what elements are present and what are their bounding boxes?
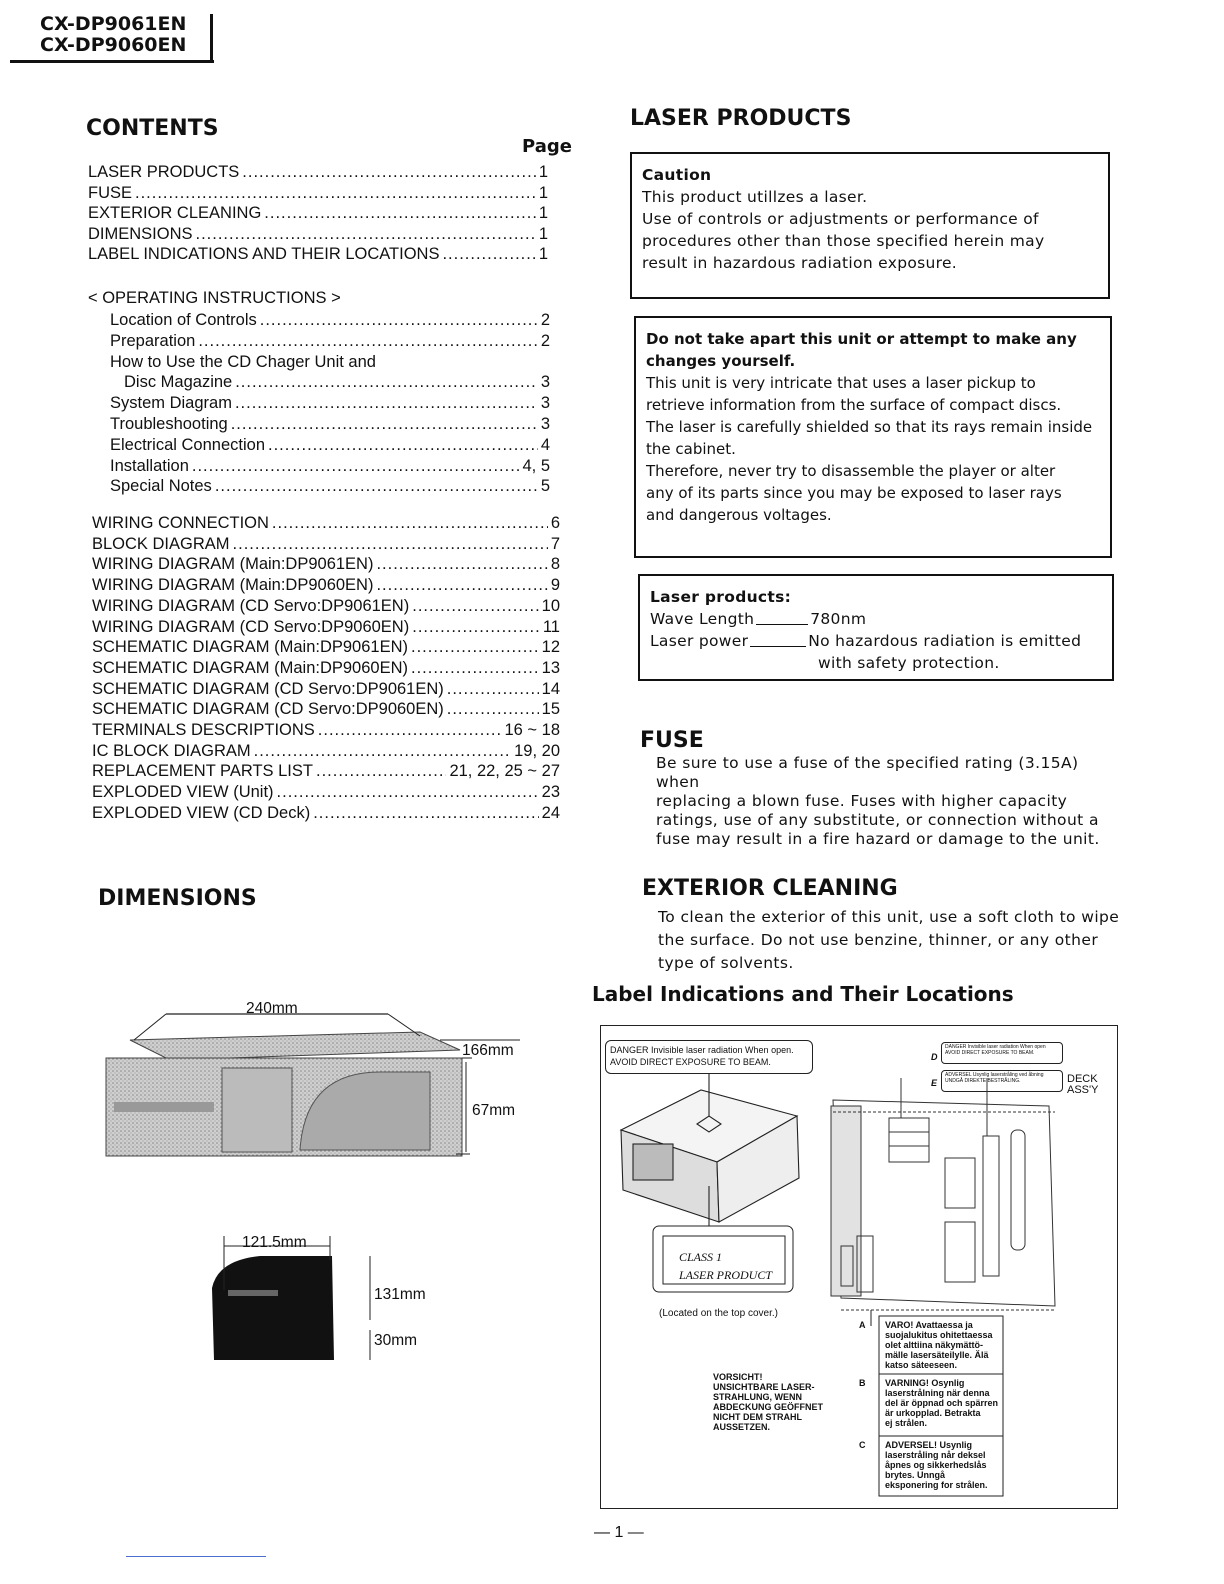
toc-leader-dots [412,618,540,637]
toc-leader-dots [242,163,536,182]
laser-spec-box [638,574,1114,681]
toc-entry [88,184,548,203]
toc-entry-label: BLOCK DIAGRAM [92,534,230,553]
laser-power-value-cont: with safety protection. [818,654,1000,672]
toc-leader-dots [233,535,548,554]
toc-entry [88,163,548,182]
toc-leader-dots [318,721,502,740]
fuse-line: replacing a blown fuse. Fuses with higher capacity [656,792,1068,810]
model-numbers [40,14,186,56]
toc-entry [92,742,560,761]
vorsicht-label [713,1372,823,1432]
fuse-line: fuse may result in a fire hazard or damage to the unit. [656,830,1100,848]
toc-entry [92,555,560,574]
toc-leader-dots [198,332,538,351]
toc-entry-page: 1 [538,183,548,202]
class-label [679,1248,772,1284]
toc-entry-page: 7 [550,534,560,553]
toc-entry-label: DIMENSIONS [88,224,193,243]
toc-entry-page: 5 [540,477,550,496]
toc-entry-label: WIRING DIAGRAM (CD Servo:DP9060EN) [92,617,410,636]
header-divider [210,14,213,60]
danger-line-1: DANGER Invisible laser radiation When open. [610,1045,794,1055]
label-a-line: suojalukitus ohitettaessa [885,1330,993,1340]
toc-leader-dots [376,555,547,574]
toc-entry-label: Electrical Connection [110,435,265,454]
toc-leader-dots [254,742,512,761]
cleaning-line: the surface. Do not use benzine, thinner, or any other [658,931,1099,949]
toc-leader-dots [231,415,538,434]
laser-title: LASER PRODUCTS [630,106,852,131]
toc-entry-label: Preparation [110,331,196,350]
toc-entry-label: How to Use the CD Chager Unit and [110,352,376,371]
contents-title: CONTENTS [86,116,219,141]
toc-entry-page: 4 [540,435,550,454]
toc-entry [110,394,550,413]
label-b-marker: B [859,1378,866,1388]
dimensions-title: DIMENSIONS [98,886,257,911]
toc-entry-label: System Diagram [110,394,232,413]
toc-entry-page: 16 ~ 18 [504,721,560,739]
label-b-line: laserstrålning när denna [885,1388,990,1398]
toc-leader-dots [412,597,538,616]
class-label-line-2: LASER PRODUCT [679,1268,772,1282]
toc-entry [110,332,550,351]
deck-label-1: DECK [1067,1073,1098,1085]
toc-entry-page: 11 [542,617,560,636]
caution-line: procedures other than those specified herein may [642,232,1045,250]
warning-line: This unit is very intricate that uses a laser pickup to [646,374,1036,392]
toc-entry [92,783,560,802]
unit-drawing [621,1074,799,1226]
dimension-width: 240mm [246,1000,298,1017]
vorsicht-line: STRAHLUNG, WENN [713,1392,802,1402]
vorsicht-line: UNSICHTBARE LASER- [713,1382,815,1392]
footer-rule [126,1556,266,1557]
page-column-label: Page [522,136,572,157]
toc-entry-page: 1 [538,204,548,222]
disc-magazine-image [212,1256,334,1360]
toc-entry [88,245,548,264]
dimension-height: 67mm [472,1102,516,1119]
toc-leader-dots [447,680,539,699]
toc-entry-page: 8 [550,555,560,574]
label-locations-figure [600,1025,1118,1509]
class-label-line-1: CLASS 1 [679,1250,723,1264]
caution-line: result in hazardous radiation exposure. [642,254,958,272]
toc-entry-page: 9 [550,576,560,595]
toc-entry [92,762,560,781]
toc-entry-label: Disc Magazine [124,373,233,392]
deck-mechanism-drawing [831,1078,1055,1310]
magazine-width: 121.5mm [242,1234,307,1251]
toc-entry-page: 3 [540,415,550,433]
toc-leader-dots [192,457,520,476]
label-c-line: ADVERSEL! Usynlig [885,1440,973,1450]
label-a-marker: A [859,1320,866,1330]
toc-entry [92,680,560,699]
toc-entry-label: SCHEMATIC DIAGRAM (CD Servo:DP9061EN) [92,679,444,698]
toc-entry-label: Installation [110,456,189,475]
toc-entry-page: 12 [541,638,560,657]
toc-entry [110,436,550,455]
toc-entry-label: WIRING DIAGRAM (CD Servo:DP9061EN) [92,596,410,615]
toc-entry-label: SCHEMATIC DIAGRAM (Main:DP9061EN) [92,638,409,657]
toc-leader-dots [235,394,538,413]
toc-leader-dots [264,204,536,223]
cd-changer-unit-image [106,1032,462,1156]
caution-line: Use of controls or adjustments or performance of [642,210,1039,228]
toc-entry-page: 23 [541,783,560,802]
toc-entry-page: 1 [538,245,548,263]
toc-entry-label: Troubleshooting [110,415,228,433]
label-c-line: åpnes og sikkerhedslås [885,1460,987,1470]
toc-entry [110,415,550,434]
warning-title-line: Do not take apart this unit or attempt to make any [646,330,1077,348]
cleaning-text [658,906,1128,975]
toc-leader-dots [196,225,536,244]
toc-entry [92,597,560,616]
label-c-line: eksponering for strålen. [885,1480,988,1490]
warning-line: The laser is carefully shielded so that its rays remain inside [646,418,1093,436]
danger-line-2: AVOID DIRECT EXPOSURE TO BEAM. [610,1057,771,1067]
label-a-line: olet alttiina näkymättö- [885,1340,984,1350]
toc-entry [88,225,548,244]
warning-line: any of its parts since you may be exposed to laser rays [646,484,1062,502]
toc-entry-label: SCHEMATIC DIAGRAM (Main:DP9060EN) [92,658,409,677]
warning-box [634,316,1112,558]
toc-entry [92,659,560,678]
toc-entry [110,311,550,330]
warning-line: and dangerous voltages. [646,506,832,524]
toc-leader-dots [272,514,548,533]
laser-power-value: No hazardous radiation is emitted [808,632,1082,650]
label-b-text [885,1378,1001,1428]
toc-leader-dots [135,184,536,203]
small-label-e: ADVERSEL Usynlig laserstråling ved åbning UNDGÅ DIREKTE BESTRÅLING. [941,1070,1063,1092]
toc-entry [92,804,560,823]
toc-entry-label: Location of Controls [110,311,257,329]
toc-entry-label: IC BLOCK DIAGRAM [92,741,251,760]
caution-title: Caution [642,166,712,184]
caution-line: This product utillzes a laser. [642,188,868,206]
toc-entry-page: 2 [540,331,550,350]
laser-spec-title: Laser products: [650,588,792,606]
toc-entry-label: WIRING DIAGRAM (Main:DP9061EN) [92,555,374,574]
header-underline [10,60,214,63]
dimension-depth: 166mm [462,1042,514,1059]
toc-leader-dots [215,477,538,496]
label-b-line: del är öppnad och spärren [885,1398,999,1408]
fuse-line: Be sure to use a fuse of the specified rating (3.15A) when [656,754,1079,791]
toc-leader-dots [260,311,538,330]
label-c-line: laserstråling når deksel [885,1450,986,1460]
toc-entry [92,576,560,595]
toc-entry [92,638,560,657]
toc-entry-label: REPLACEMENT PARTS LIST [92,762,313,781]
warning-line: Therefore, never try to disassemble the player or alter [646,462,1056,480]
page-number: — 1 — [594,1524,644,1541]
toc-entry-page: 19, 20 [514,741,560,760]
operating-instructions-heading: < OPERATING INSTRUCTIONS > [88,289,341,307]
toc-leader-dots [376,576,547,595]
toc-entry [92,618,560,637]
toc-entry-page: 15 [541,700,560,719]
toc-entry-label: FUSE [88,183,133,202]
vorsicht-line: AUSSETZEN. [713,1422,771,1432]
toc-entry-page: 1 [538,224,548,243]
toc-entry-page: 6 [550,514,560,532]
fuse-line: ratings, use of any substitute, or connection without a [656,811,1099,829]
located-note: (Located on the top cover.) [659,1308,778,1319]
vorsicht-line: VORSICHT! [713,1372,763,1382]
labels-title: Label Indications and Their Locations [592,982,1014,1006]
warning-line: the cabinet. [646,440,736,458]
toc-entry-label: LABEL INDICATIONS AND THEIR LOCATIONS [88,245,440,263]
toc-entry-label: TERMINALS DESCRIPTIONS [92,721,315,739]
magazine-height: 131mm [374,1286,426,1303]
toc-leader-dots [235,373,538,392]
label-c-marker: C [859,1440,866,1450]
caution-box [630,152,1110,299]
toc-entry-label: WIRING CONNECTION [92,514,269,532]
toc-entry [110,353,550,372]
toc-leader-dots [442,245,535,264]
label-b-line: VARNING! Osynlig [885,1378,965,1388]
toc-entry-page: 4, 5 [522,456,550,475]
toc-leader-dots [316,762,446,781]
deck-label-2: ASS'Y [1067,1084,1099,1096]
toc-entry-page: 10 [541,596,560,615]
toc-entry-label: LASER PRODUCTS [88,163,240,181]
toc-entry-page: 21, 22, 25 ~ 27 [449,762,560,781]
toc-entry-page: 24 [541,803,560,822]
toc-entry-page: 13 [541,658,560,677]
label-a-line: VARO! Avattaessa ja [885,1320,973,1330]
toc-entry [92,721,560,740]
fuse-text [656,754,1126,849]
label-a-text [885,1320,1001,1370]
toc-entry-page: 3 [540,394,550,413]
fuse-title: FUSE [640,728,704,753]
laser-power-row [650,630,1102,652]
wave-length-label: Wave Length [650,610,755,628]
label-a-line: mälle lasersäteilylle. Älä [885,1350,989,1360]
toc-entry-page: 3 [540,373,550,392]
toc-entry [124,373,550,392]
warning-line: retrieve information from the surface of compact discs. [646,396,1062,414]
small-label-d: DANGER Invisible laser radiation When open AVOID DIRECT EXPOSURE TO BEAM. [941,1042,1063,1064]
model-number-2: CX-DP9060EN [40,34,187,56]
cleaning-line: type of solvents. [658,954,794,972]
toc-entry-page: 1 [538,163,548,181]
toc-entry [92,535,560,554]
toc-leader-dots [411,638,539,657]
label-b-line: ej strålen. [885,1418,928,1428]
toc-entry-label: EXPLODED VIEW (CD Deck) [92,803,311,822]
toc-entry-label: SCHEMATIC DIAGRAM (CD Servo:DP9060EN) [92,700,444,719]
toc-entry-label: EXTERIOR CLEANING [88,204,262,222]
toc-leader-dots [411,659,539,678]
toc-entry [110,477,550,496]
wave-length-value: 780nm [810,610,867,628]
wave-length-row [650,608,1102,630]
toc-entry-label: EXPLODED VIEW (Unit) [92,783,274,802]
cleaning-title: EXTERIOR CLEANING [642,876,898,901]
toc-entry [88,204,548,223]
model-number-1: CX-DP9061EN [40,13,187,35]
cleaning-line: To clean the exterior of this unit, use a soft cloth to wipe [658,908,1120,926]
magazine-depth: 30mm [374,1332,418,1349]
label-b-line: är urkopplad. Betrakta [885,1408,981,1418]
toc-entry-page: 2 [540,311,550,329]
toc-leader-dots [268,436,538,455]
laser-power-label: Laser power [650,632,749,650]
toc-leader-dots [277,783,539,802]
label-d-marker: D [931,1052,938,1062]
toc-entry-label: WIRING DIAGRAM (Main:DP9060EN) [92,576,374,595]
vorsicht-line: ABDECKUNG GEÖFFNET [713,1402,823,1412]
toc-entry [110,457,550,476]
toc-leader-dots [313,804,538,823]
label-c-text [885,1440,1001,1490]
toc-leader-dots [447,700,539,719]
label-c-line: brytes. Unngå [885,1470,946,1480]
toc-entry [92,700,560,719]
label-a-line: katso säteeseen. [885,1360,958,1370]
toc-entry-page: 14 [541,679,560,698]
toc-entry [92,514,560,533]
label-e-marker: E [931,1078,938,1088]
warning-title-line: changes yourself. [646,352,796,370]
vorsicht-line: NICHT DEM STRAHL [713,1412,802,1422]
toc-entry-label: Special Notes [110,477,212,496]
